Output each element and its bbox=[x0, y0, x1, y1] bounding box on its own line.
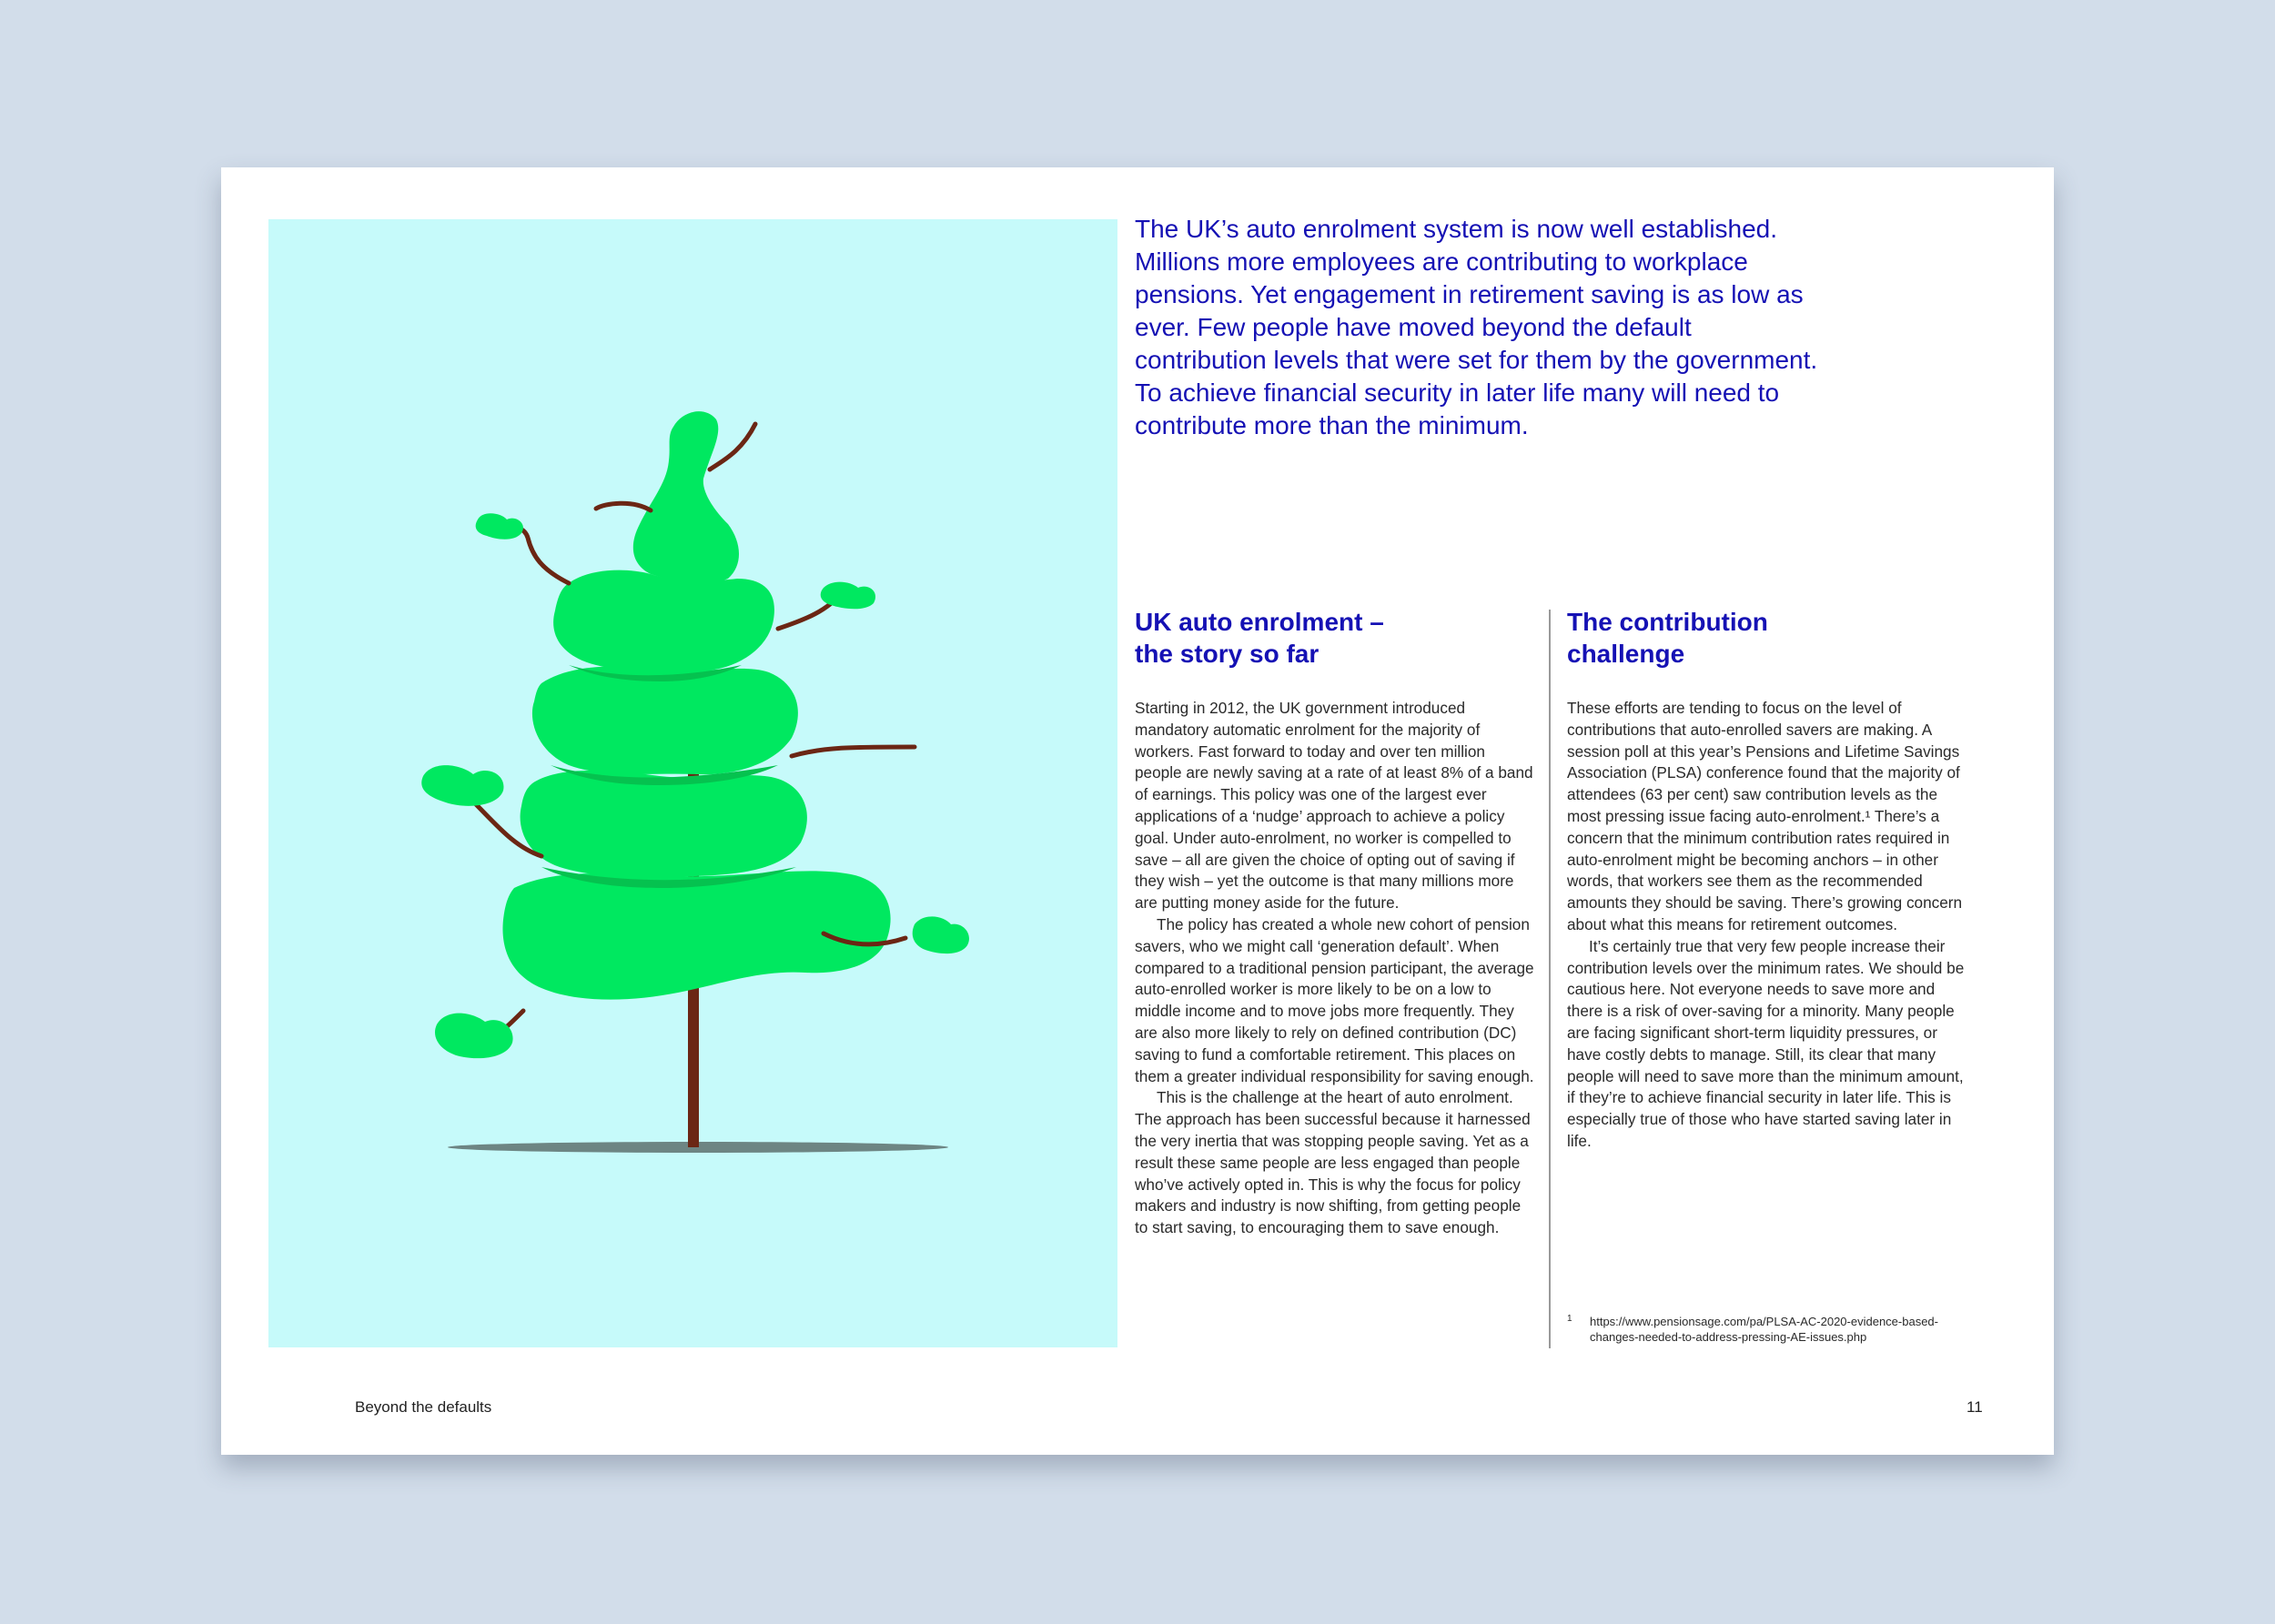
foliage-top bbox=[633, 411, 739, 583]
leaf-cluster-5 bbox=[435, 1014, 513, 1059]
right-column-body bbox=[1567, 698, 1967, 1153]
left-paragraph-2: The policy has created a whole new cohort of pension savers, who we might call ‘generation default’. When compared to a traditional pension participant, the average auto-enrolled worker is more likely to be on a low to middle income and to move jobs more frequently. They are also more likely to rely on defined contribution (DC) saving to fund a comfortable retirement. This places on them a greater individual responsibility for saving enough. bbox=[1135, 914, 1534, 1085]
footer-publication-title: Beyond the defaults bbox=[355, 1398, 492, 1416]
branch-2 bbox=[596, 503, 651, 510]
right-paragraph-2: It’s certainly true that very few people increase their contribution levels over the minimum rates. We should be cautious here. Not everyone needs to save more and there is a risk of over-saving for a minority. Many people are facing significant short-term liquidity pressures, or have costly debts to manage. Still, its clear that many people will need to save more than the minimum amount, if they’re to achieve financial security in later life. This is especially true of those who have started saving later in life. bbox=[1567, 936, 1965, 1150]
left-paragraph-1: Starting in 2012, the UK government introduced mandatory automatic enrolment for the majority of workers. Fast forward to today and over ten million people are newly saving at a rate of at least 8% of a band of earnings. This policy was one of the largest ever applications of a ‘nudge’ approach to achieve a policy goal. Under auto-enrolment, no worker is compelled to save – all are given the choice of opting out of saving if they wish – yet the outcome is that many millions more are putting money aside for the future. bbox=[1135, 699, 1533, 913]
leaf-cluster-4 bbox=[913, 916, 969, 953]
right-column bbox=[1567, 606, 1967, 1153]
intro-paragraph: The UK’s auto enrolment system is now well established. Millions more employees are contributing to workplace pensions. Yet engagement in retirement saving is as low as ever. Few people have moved beyond the default contribution levels that were set for them by the government. To achieve financial security in later life many will need to contribute more than the minimum. bbox=[1135, 215, 1818, 439]
footnote bbox=[1567, 1314, 1986, 1345]
leaf-cluster-3 bbox=[421, 765, 503, 806]
branch-5 bbox=[792, 747, 915, 756]
left-column-heading: UK auto enrolment – the story so far bbox=[1135, 608, 1384, 668]
tree-illustration bbox=[268, 219, 1117, 1347]
footer-page-number: 11 bbox=[1967, 1398, 1983, 1416]
foliage-layer-2 bbox=[553, 570, 774, 673]
left-paragraph-3: This is the challenge at the heart of auto enrolment. The approach has been successful because it harnessed the very inertia that was stopping people saving. Yet as a result these same people are less engaged than people who’ve actively opted in. This is why the focus for policy makers and industry is now shifting, from getting people to start saving, to encouraging them to save enough. bbox=[1135, 1088, 1531, 1237]
footnote-mark: 1 bbox=[1567, 1314, 1572, 1324]
column-divider bbox=[1549, 610, 1551, 1348]
document-page bbox=[221, 167, 2054, 1455]
left-column-body bbox=[1135, 698, 1535, 1239]
tree-drawing bbox=[268, 219, 1117, 1347]
right-column-heading: The contribution challenge bbox=[1567, 608, 1768, 668]
right-paragraph-1: These efforts are tending to focus on the level of contributions that auto-enrolled savers are making. A session poll at this year’s Pensions and Lifetime Savings Association (PLSA) conference found that the majority of attendees (63 per cent) saw contribution levels as the most pressing issue facing auto-enrolment.¹ There’s a concern that the minimum contribution rates required in auto-enrolment might be becoming anchors – in other words, that workers see them as the recommended amounts they should be saving. There’s growing concern about what this means for retirement outcomes. bbox=[1567, 699, 1963, 933]
leaf-cluster-1 bbox=[476, 513, 523, 540]
footnote-link[interactable]: https://www.pensionsage.com/pa/PLSA-AC-2020-evidence-based-changes-needed-to-address-pressing-AE-issues.php bbox=[1590, 1315, 1938, 1344]
left-column bbox=[1135, 606, 1535, 1239]
foliage-layer-4 bbox=[521, 771, 807, 877]
foliage-layer-3 bbox=[532, 666, 798, 774]
